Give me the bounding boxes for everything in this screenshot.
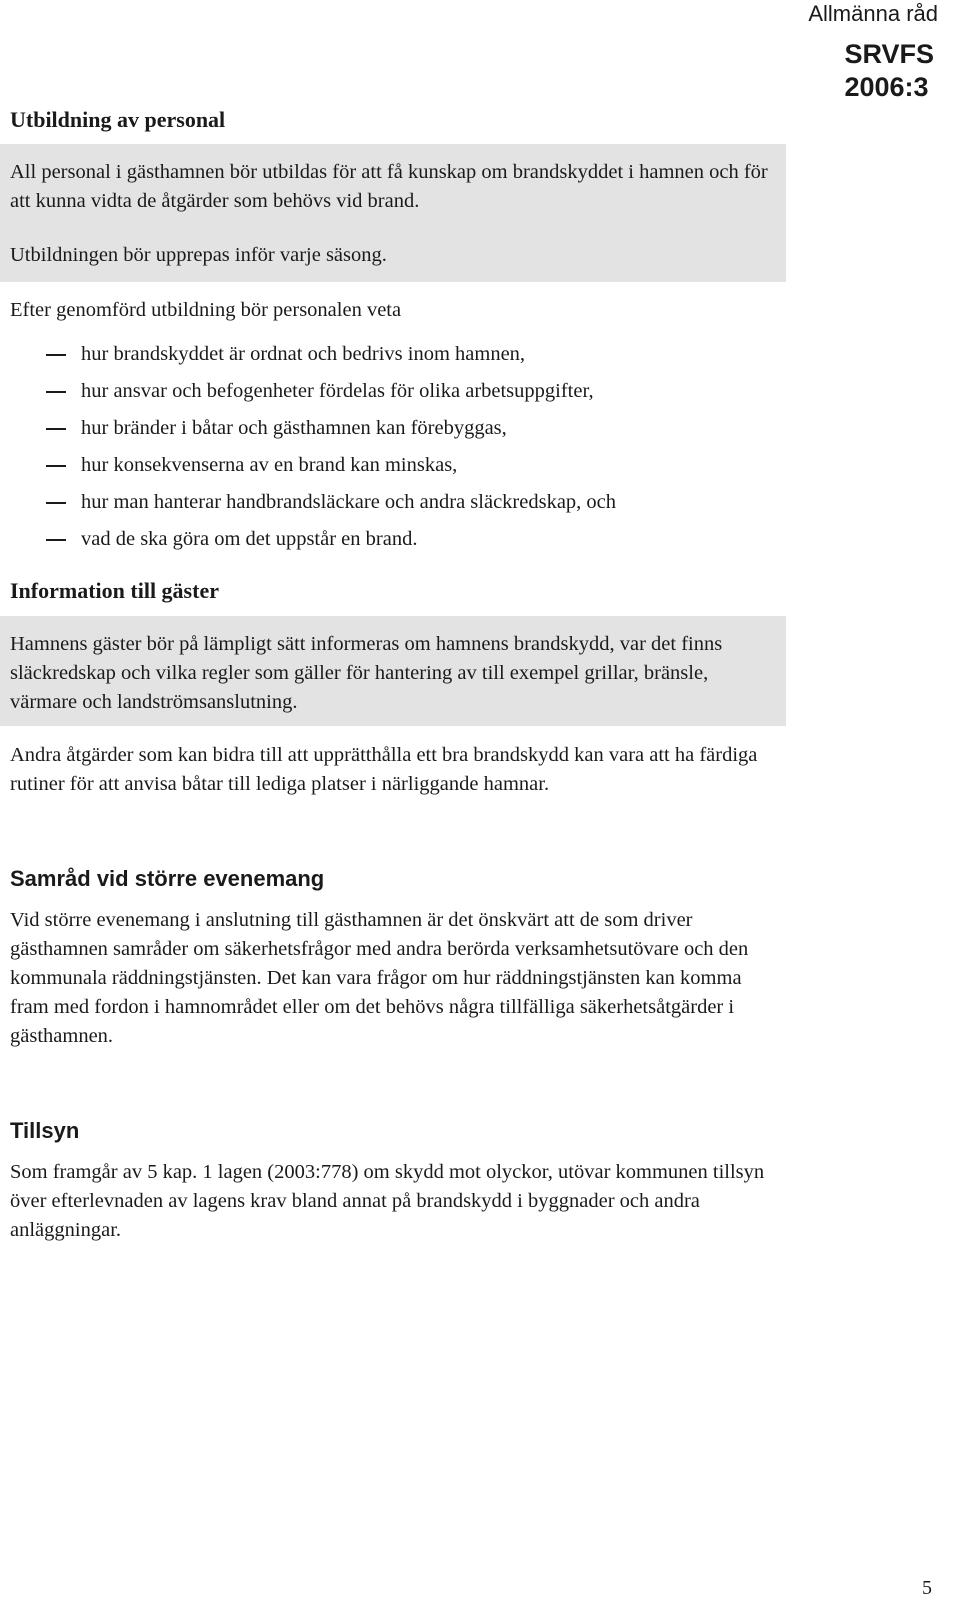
list-item: hur man hanterar handbrandsläckare och andra släckredskap, och (10, 488, 616, 525)
document-code (844, 38, 934, 104)
section-heading-events: Samråd vid större evenemang (10, 866, 325, 891)
dash-bullet-icon (46, 428, 66, 430)
list-item: hur konsekvenserna av en brand kan minskas, (10, 451, 616, 488)
page-number: 5 (922, 1577, 932, 1599)
section-heading-training: Utbildning av personal (10, 107, 226, 132)
document-code-line2: 2006:3 (844, 72, 929, 102)
document-code-line1: SRVFS (844, 39, 934, 69)
dash-bullet-icon (46, 502, 66, 504)
header-label: Allmänna råd (808, 1, 938, 26)
supervision-paragraph: Som framgår av 5 kap. 1 lagen (2003:778) om skydd mot olyckor, utövar kommunen tillsyn över efterlevnaden av lagens krav bland annat på brandskydd i byggnader och andra anläggningar. (10, 1161, 765, 1241)
guest-info-advice-paragraph: Hamnens gäster bör på lämpligt sätt informeras om hamnens brandskydd, var det finns släckredskap och vilka regler som gäller för hantering av till exempel grillar, bränsle, värmare och landströmsanslutning. (10, 633, 723, 713)
other-measures-paragraph: Andra åtgärder som kan bidra till att upprätthålla ett bra brandskydd kan vara att ha färdiga rutiner för att anvisa båtar till lediga platser i närliggande hamnar. (10, 744, 758, 795)
dash-bullet-icon (46, 465, 66, 467)
section-heading-supervision: Tillsyn (10, 1118, 80, 1143)
training-list (10, 340, 616, 562)
training-advice-paragraph: All personal i gästhamnen bör utbildas för att få kunskap om brandskyddet i hamnen och för att kunna vidta de åtgärder som behövs vid brand. (10, 161, 768, 212)
events-paragraph: Vid större evenemang i anslutning till gästhamnen är det önskvärt att de som driver gästhamnen samråder om säkerhetsfrågor med andra berörda verksamhetsutövare och den kommunala räddningstjänsten. Det kan vara frågor om hur räddningstjänsten kan komma fram med fordon i hamnområdet eller om det behövs några tillfälliga säkerhetsåtgärder i gästhamnen. (10, 909, 749, 1047)
training-repeat-paragraph: Utbildningen bör upprepas inför varje säsong. (10, 244, 387, 266)
list-item: hur ansvar och befogenheter fördelas för olika arbetsuppgifter, (10, 377, 616, 414)
list-item: hur brandskyddet är ordnat och bedrivs inom hamnen, (10, 340, 616, 377)
section-heading-guest-info: Information till gäster (10, 578, 219, 603)
dash-bullet-icon (46, 391, 66, 393)
list-item: hur bränder i båtar och gästhamnen kan förebyggas, (10, 414, 616, 451)
training-intro-paragraph: Efter genomförd utbildning bör personalen veta (10, 299, 402, 321)
dash-bullet-icon (46, 354, 66, 356)
list-item: vad de ska göra om det uppstår en brand. (10, 525, 616, 562)
dash-bullet-icon (46, 539, 66, 541)
